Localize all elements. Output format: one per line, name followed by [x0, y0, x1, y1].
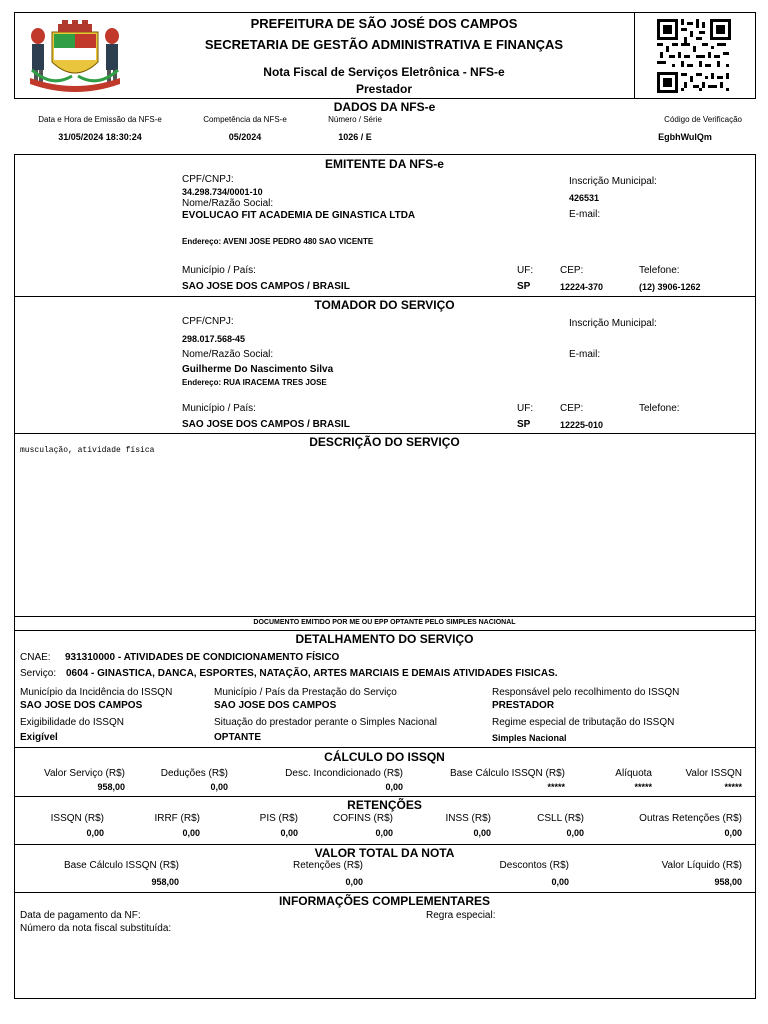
responsavel-label: Responsável pelo recolhimento do ISSQN	[492, 687, 680, 698]
emitente-im-label: Inscrição Municipal:	[569, 176, 657, 187]
desc-incondicionado-label: Desc. Incondicionado (R$)	[285, 768, 403, 779]
ret-cofins-value: 0,00	[375, 828, 393, 838]
total-descontos-label: Descontos (R$)	[499, 860, 569, 871]
mun-incidencia-value: SAO JOSE DOS CAMPOS	[20, 700, 143, 711]
deducoes-value: 0,00	[210, 782, 228, 792]
section-title-total: VALOR TOTAL DA NOTA	[314, 846, 455, 860]
valor-issqn-label: Valor ISSQN	[685, 768, 742, 779]
aliquota-label: Alíquota	[615, 768, 652, 779]
descricao-text: musculação, atividade física	[20, 446, 155, 455]
section-title-retencoes: RETENÇÕES	[347, 798, 422, 812]
emitente-uf-label: UF:	[517, 265, 534, 276]
cnae-value: 931310000 - ATIVIDADES DE CONDICIONAMENTO FÍSICO	[65, 652, 340, 663]
desc-incondicionado-value: 0,00	[385, 782, 403, 792]
emitente-im-value: 426531	[569, 193, 600, 203]
ret-cofins-label: COFINS (R$)	[333, 813, 393, 824]
section-title-descricao: DESCRIÇÃO DO SERVIÇO	[309, 435, 460, 449]
section-title-tomador: TOMADOR DO SERVIÇO	[314, 298, 455, 312]
ret-pis-label: PIS (R$)	[259, 813, 298, 824]
tomador-municipio-value: SAO JOSE DOS CAMPOS / BRASIL	[182, 419, 350, 430]
ret-csll-value: 0,00	[566, 828, 584, 838]
ret-irrf-value: 0,00	[182, 828, 200, 838]
mun-prestacao-value: SAO JOSE DOS CAMPOS	[214, 700, 337, 711]
tomador-nome-label: Nome/Razão Social:	[182, 349, 274, 360]
emitente-uf-value: SP	[517, 281, 531, 292]
ret-outras-label: Outras Retenções (R$)	[639, 813, 742, 824]
situacao-label: Situação do prestador perante o Simples Nacional	[214, 717, 437, 728]
tomador-cep-value: 12225-010	[560, 420, 604, 430]
emitente-municipio-label: Município / País:	[182, 265, 256, 276]
section-title-emitente: EMITENTE DA NFS-e	[325, 157, 444, 171]
numero-value: 1026 / E	[338, 132, 372, 142]
codigo-label: Código de Verificação	[664, 115, 742, 124]
section-title-dados: DADOS DA NFS-e	[333, 100, 436, 114]
emissao-value: 31/05/2024 18:30:24	[58, 132, 142, 142]
nota-substituida-label: Número da nota fiscal substituída:	[20, 923, 172, 934]
tomador-cep-label: CEP:	[560, 403, 584, 414]
tomador-im-label: Inscrição Municipal:	[569, 318, 657, 329]
tomador-cpf-label: CPF/CNPJ:	[182, 316, 234, 327]
servico-label: Serviço:	[20, 668, 57, 679]
tomador-uf-label: UF:	[517, 403, 534, 414]
header-title-4: Prestador	[355, 82, 413, 96]
deducoes-label: Deduções (R$)	[160, 768, 228, 779]
total-retencoes-value: 0,00	[345, 877, 363, 887]
emitente-municipio-value: SAO JOSE DOS CAMPOS / BRASIL	[182, 281, 350, 292]
coat-of-arms-logo	[22, 18, 128, 94]
base-calculo-value: *****	[547, 782, 565, 792]
emitente-cep-value: 12224-370	[560, 282, 604, 292]
emitente-nome-label: Nome/Razão Social:	[182, 198, 274, 209]
emitente-cep-label: CEP:	[560, 265, 584, 276]
tomador-municipio-label: Município / País:	[182, 403, 256, 414]
tomador-tel-label: Telefone:	[639, 403, 680, 414]
total-base-label: Base Cálculo ISSQN (R$)	[63, 860, 179, 871]
tomador-nome-value: Guilherme Do Nascimento Silva	[182, 364, 334, 375]
ret-pis-value: 0,00	[280, 828, 298, 838]
emitente-endereco: Endereço: AVENI JOSE PEDRO 480 SAO VICENTE	[182, 237, 374, 246]
ret-inss-value: 0,00	[473, 828, 491, 838]
tomador-cpf-value: 298.017.568-45	[182, 334, 246, 344]
numero-label: Número / Série	[328, 115, 382, 124]
exigibilidade-value: Exigível	[20, 732, 58, 743]
competencia-value: 05/2024	[228, 132, 262, 142]
total-descontos-value: 0,00	[551, 877, 569, 887]
ret-issqn-value: 0,00	[86, 828, 104, 838]
ret-inss-label: INSS (R$)	[445, 813, 491, 824]
section-title-detalhamento: DETALHAMENTO DO SERVIÇO	[295, 632, 474, 646]
situacao-value: OPTANTE	[214, 732, 262, 743]
tomador-email-label: E-mail:	[569, 349, 601, 360]
section-title-calculo: CÁLCULO DO ISSQN	[324, 750, 445, 764]
total-liquido-label: Valor Líquido (R$)	[661, 860, 742, 871]
emitente-tel-value: (12) 3906-1262	[639, 282, 701, 292]
exigibilidade-label: Exigibilidade do ISSQN	[20, 717, 124, 728]
valor-issqn-value: *****	[724, 782, 742, 792]
ret-issqn-label: ISSQN (R$)	[50, 813, 104, 824]
competencia-label: Competência da NFS-e	[203, 115, 287, 124]
section-title-complementares: INFORMAÇÕES COMPLEMENTARES	[278, 894, 491, 908]
header-title-2: SECRETARIA DE GESTÃO ADMINISTRATIVA E FINANÇAS	[204, 37, 564, 52]
responsavel-value: PRESTADOR	[492, 700, 555, 711]
tomador-uf-value: SP	[517, 419, 531, 430]
aliquota-value: *****	[634, 782, 652, 792]
codigo-value: EgbhWulQm	[658, 132, 712, 142]
emitente-cpf-value: 34.298.734/0001-10	[182, 187, 263, 197]
emitente-cpf-label: CPF/CNPJ:	[182, 174, 234, 185]
total-base-value: 958,00	[151, 877, 179, 887]
total-liquido-value: 958,00	[714, 877, 742, 887]
mun-incidencia-label: Município da Incidência do ISSQN	[20, 687, 173, 698]
emissao-label: Data e Hora de Emissão da NFS-e	[38, 115, 162, 124]
emitente-nome-value: EVOLUCAO FIT ACADEMIA DE GINASTICA LTDA	[182, 210, 416, 221]
valor-servico-value: 958,00	[97, 782, 125, 792]
regime-label: Regime especial de tributação do ISSQN	[492, 717, 675, 728]
header-title-3: Nota Fiscal de Serviços Eletrônica - NFS-e	[263, 65, 505, 79]
total-retencoes-label: Retenções (R$)	[292, 860, 363, 871]
valor-servico-label: Valor Serviço (R$)	[44, 768, 125, 779]
regra-especial-label: Regra especial:	[426, 910, 496, 921]
emitente-tel-label: Telefone:	[639, 265, 680, 276]
ret-csll-label: CSLL (R$)	[537, 813, 584, 824]
ret-outras-value: 0,00	[724, 828, 742, 838]
qr-code-icon	[657, 19, 731, 93]
ret-irrf-label: IRRF (R$)	[154, 813, 200, 824]
tomador-endereco: Endereço: RUA IRACEMA TRES JOSE	[182, 378, 327, 387]
header-title-1: PREFEITURA DE SÃO JOSÉ DOS CAMPOS	[250, 16, 518, 31]
mun-prestacao-label: Município / País da Prestação do Serviço	[214, 687, 397, 698]
cnae-label: CNAE:	[20, 652, 51, 663]
emitente-email-label: E-mail:	[569, 209, 601, 220]
regime-value: Simples Nacional	[492, 733, 567, 743]
base-calculo-label: Base Cálculo ISSQN (R$)	[449, 768, 565, 779]
pagamento-label: Data de pagamento da NF:	[20, 910, 141, 921]
servico-value: 0604 - GINASTICA, DANCA, ESPORTES, NATAÇÃO, ARTES MARCIAIS E DEMAIS ATIVIDADES FISICAS.	[66, 668, 558, 679]
simples-nacional-notice: DOCUMENTO EMITIDO POR ME OU EPP OPTANTE PELO SIMPLES NACIONAL	[253, 619, 516, 626]
